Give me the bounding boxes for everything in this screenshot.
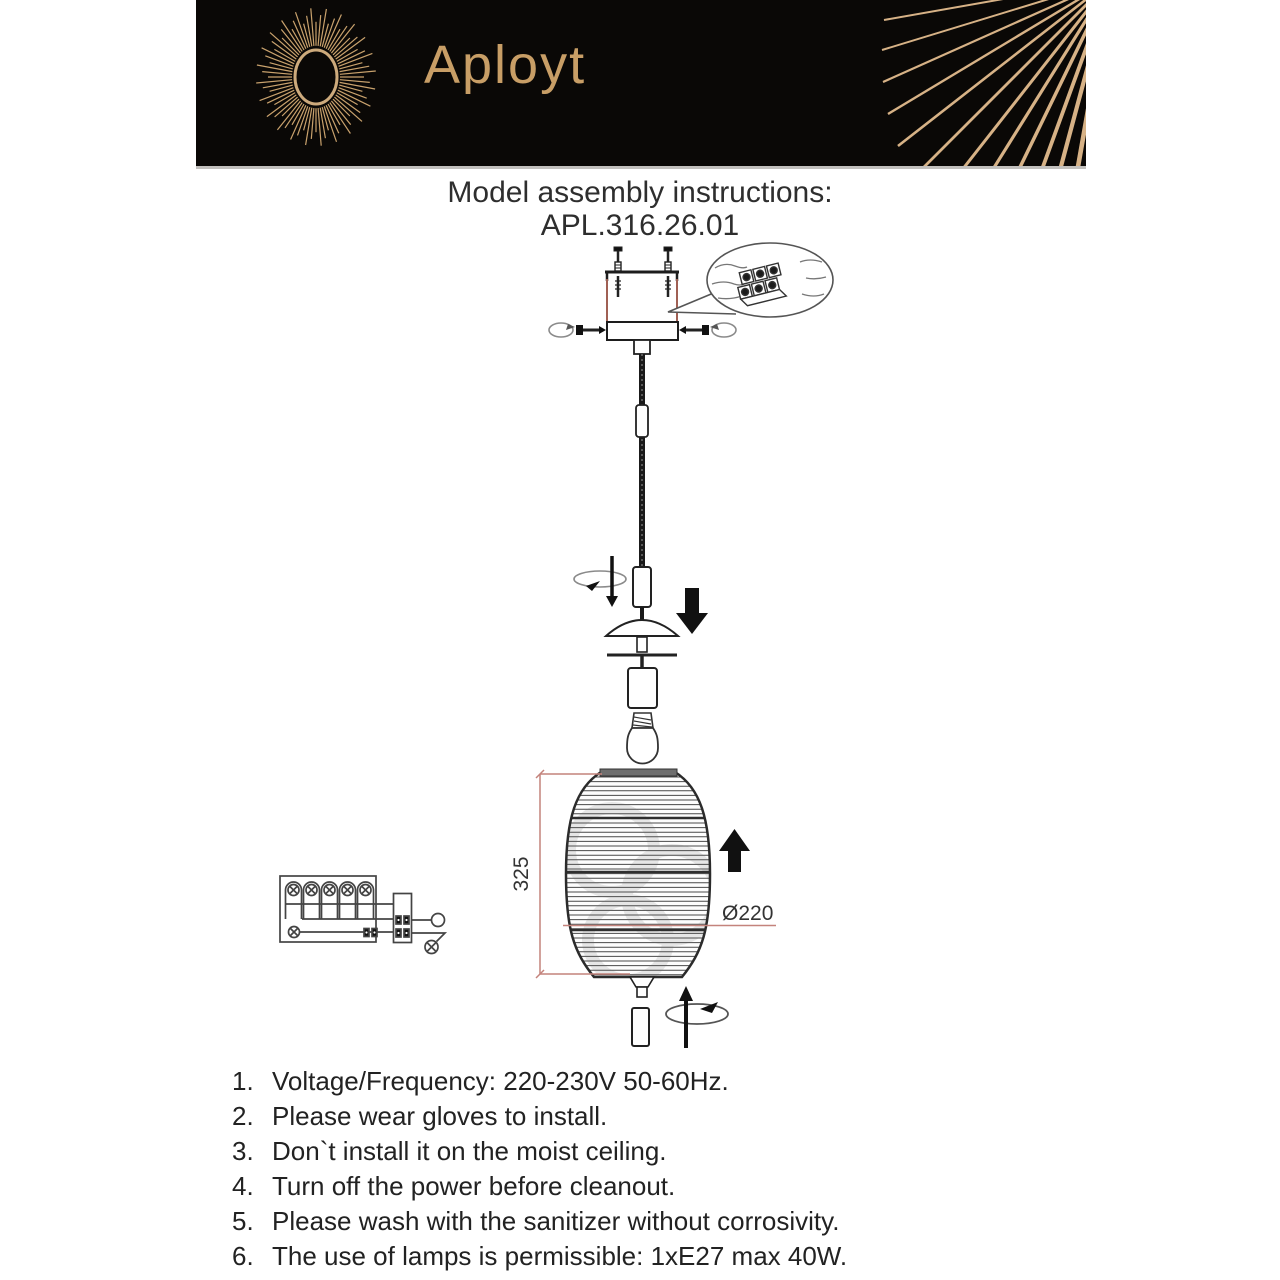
list-item xyxy=(232,1241,1232,1276)
down-arrow-icon xyxy=(676,588,708,634)
list-item xyxy=(232,1066,1232,1101)
item-text: Please wash with the sanitizer without corrosivity. xyxy=(272,1206,840,1236)
item-number: 6. xyxy=(232,1241,254,1271)
terminal-block-callout xyxy=(668,243,833,317)
page-title: Model assembly instructions: xyxy=(447,176,833,209)
item-text: Please wear gloves to install. xyxy=(272,1101,608,1131)
item-text: Voltage/Frequency: 220-230V 50-60Hz. xyxy=(272,1066,729,1096)
diameter-label: Ø220 xyxy=(722,902,774,925)
height-adjuster xyxy=(633,567,651,607)
side-screw-right-icon xyxy=(679,323,736,337)
model-number: APL.316.26.01 xyxy=(540,209,740,242)
brand-name: Aployt xyxy=(424,35,587,95)
rotate-adjuster-icon xyxy=(574,556,626,607)
shade-bottom-collar xyxy=(630,977,654,987)
height-label: 325 xyxy=(510,856,533,892)
ceiling-canopy xyxy=(607,322,678,340)
item-number: 1. xyxy=(232,1066,254,1096)
lamp-symbol-right xyxy=(425,941,438,954)
ceiling-screws-icon xyxy=(614,247,672,271)
list-item xyxy=(232,1136,1232,1171)
up-arrow-icon xyxy=(719,829,750,872)
lamp-socket xyxy=(628,668,657,708)
item-number: 2. xyxy=(232,1101,254,1131)
lamp-symbol-bottom xyxy=(289,927,395,938)
lampshade xyxy=(560,769,717,997)
light-bulb-icon xyxy=(627,713,658,764)
list-item xyxy=(232,1171,1232,1206)
list-item xyxy=(232,1101,1232,1136)
shade-top-collar xyxy=(600,769,677,776)
mounting-bracket xyxy=(605,272,679,322)
wiring-schematic xyxy=(280,876,445,954)
item-number: 4. xyxy=(232,1171,254,1201)
schematic-lamps xyxy=(286,882,374,919)
item-text: The use of lamps is permissible: 1xE27 max 40W. xyxy=(272,1241,848,1271)
suspension-cable xyxy=(634,340,650,568)
cable-connector xyxy=(636,405,648,437)
item-number: 3. xyxy=(232,1136,254,1166)
rotate-finial-icon xyxy=(666,986,728,1048)
side-screw-left-icon xyxy=(549,323,606,337)
item-text: Don`t install it on the moist ceiling. xyxy=(272,1136,667,1166)
list-item xyxy=(232,1206,1232,1241)
item-number: 5. xyxy=(232,1206,254,1236)
shade-finial xyxy=(632,1008,649,1046)
dome-cap xyxy=(606,607,678,668)
item-text: Turn off the power before cleanout. xyxy=(272,1171,676,1201)
instruction-list xyxy=(232,1066,1232,1276)
schematic-terminal-block xyxy=(394,894,412,943)
schematic-plain-node xyxy=(432,914,445,927)
